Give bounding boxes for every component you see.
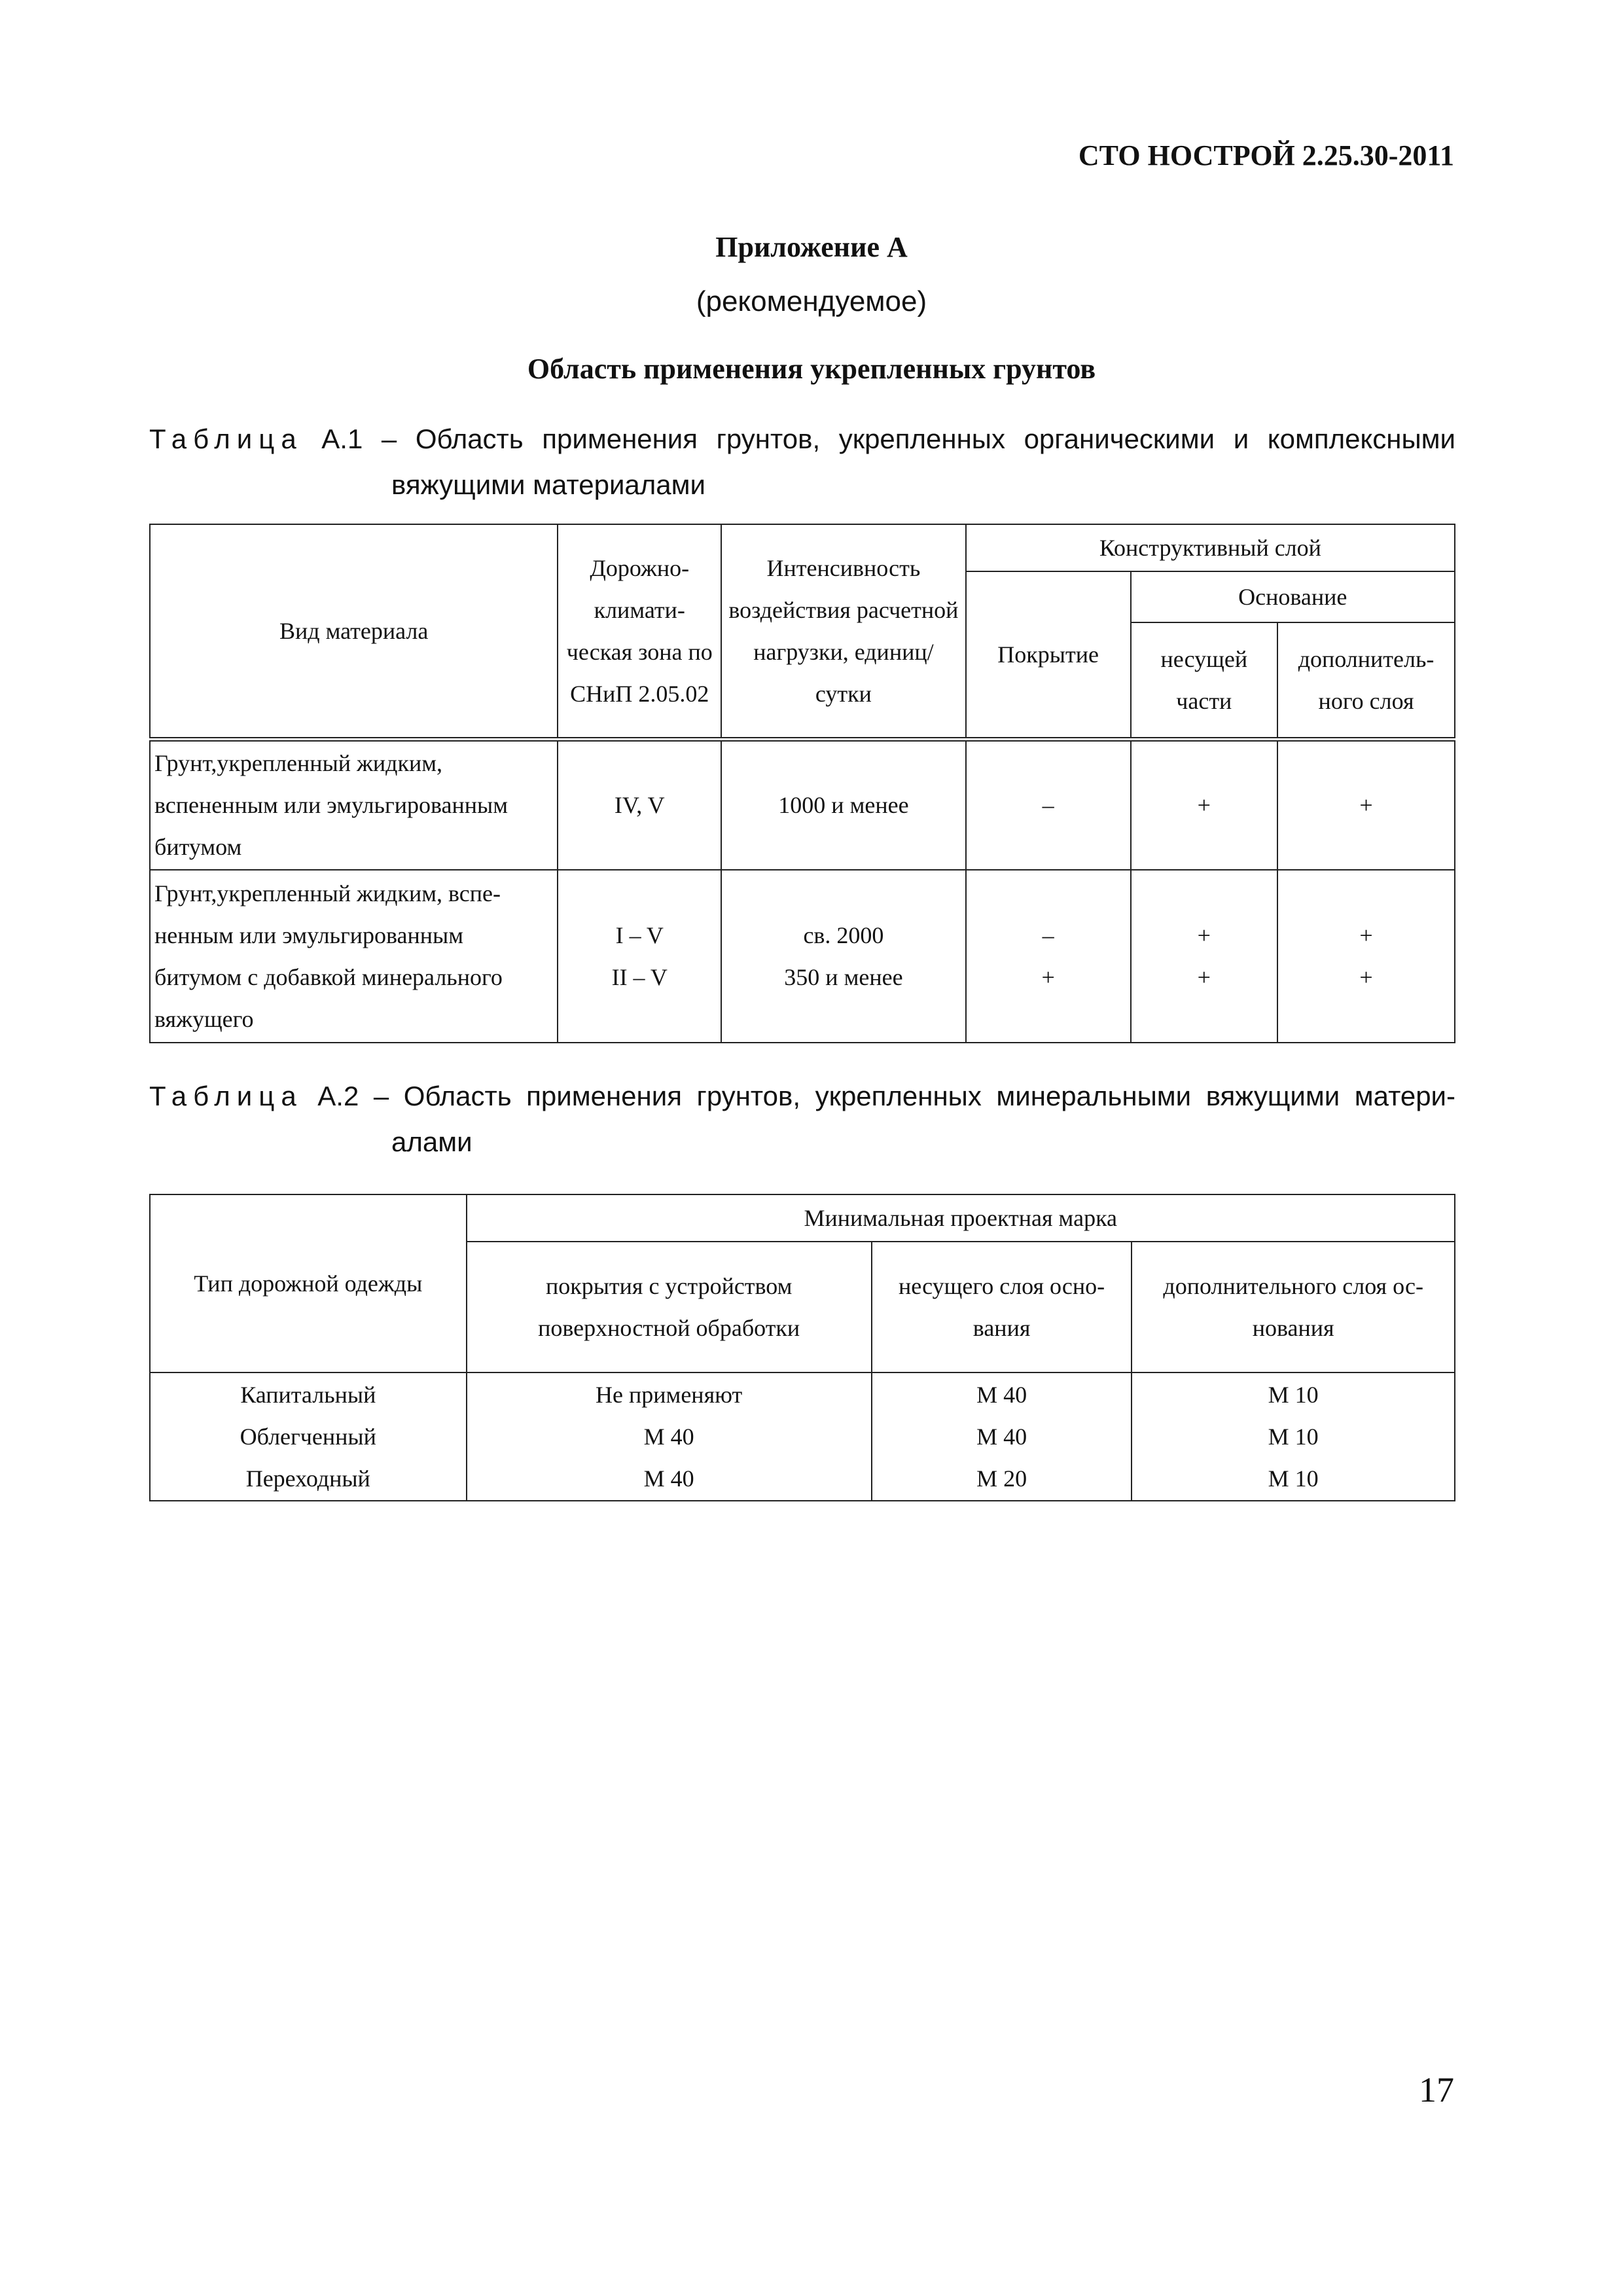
t1-row2-bearing-b: + xyxy=(1197,964,1211,990)
t1-header-material: Вид материала xyxy=(150,524,558,739)
t1-row2-bearing-a: + xyxy=(1197,922,1211,948)
table2-caption-line2: алами xyxy=(391,1126,473,1157)
table1-caption-text: А.1 – Область применения грунтов, укрепленных органическими и комплексными xyxy=(321,423,1455,454)
t1-header-zone: Дорожно-климати-ческая зона по СНиП 2.05.02 xyxy=(558,524,721,739)
t2-col-additional xyxy=(1132,1372,1455,1501)
t1-row2-intensity-a: св. 2000 xyxy=(803,922,884,948)
t2-row2-type: Облегченный xyxy=(240,1424,376,1450)
t2-row1-bearing: М 40 xyxy=(976,1382,1027,1408)
t1-row2-additional xyxy=(1277,870,1455,1043)
t2-header-additional: дополнительного слоя ос-нования xyxy=(1132,1242,1455,1372)
table2-caption xyxy=(149,1073,1455,1165)
t1-row2-intensity xyxy=(721,870,966,1043)
t1-header-base: Основание xyxy=(1131,571,1455,622)
t2-row1-cover: Не применяют xyxy=(596,1382,743,1408)
appendix-title: Приложение А xyxy=(715,231,908,263)
t2-header-type: Тип дорожной одежды xyxy=(150,1194,467,1372)
table-a1 xyxy=(149,524,1455,1043)
t1-row2-zone xyxy=(558,870,721,1043)
t1-header-additional: дополнитель-ного слоя xyxy=(1277,622,1455,739)
t2-header-cover: покрытия с устройством поверхностной обработки xyxy=(467,1242,872,1372)
table2-caption-word: Таблица xyxy=(149,1081,303,1111)
t1-row1-zone: IV, V xyxy=(558,739,721,870)
appendix-status: (рекомендуемое) xyxy=(696,285,927,317)
table1-caption-word: Таблица xyxy=(149,423,303,454)
t2-row3-additional: М 10 xyxy=(1268,1465,1319,1492)
t1-row2-additional-a: + xyxy=(1359,922,1373,948)
t1-row1-intensity: 1000 и менее xyxy=(721,739,966,870)
page-number: 17 xyxy=(1419,2070,1454,2109)
document-header: СТО НОСТРОЙ 2.25.30-2011 xyxy=(1078,139,1454,171)
t2-row1-type: Капитальный xyxy=(240,1382,376,1408)
t2-col-bearing xyxy=(872,1372,1132,1501)
table2-caption-text: А.2 – Область применения грунтов, укрепленных минеральными вяжущими матери- xyxy=(317,1081,1456,1111)
table1-caption xyxy=(149,416,1455,508)
section-title: Область применения укрепленных грунтов xyxy=(527,353,1096,385)
t1-header-cover: Покрытие xyxy=(966,571,1131,739)
table1-caption-line1 xyxy=(149,416,1455,462)
t2-row3-cover: М 40 xyxy=(643,1465,694,1492)
t2-header-min-grade: Минимальная проектная марка xyxy=(467,1194,1455,1242)
t2-header-bearing: несущего слоя осно-вания xyxy=(872,1242,1132,1372)
t1-row2-material: Грунт,укрепленный жидким, вспе-ненным или эмульгированным битумом с добавкой минерального вяжущего xyxy=(150,870,558,1043)
t1-row2-intensity-b: 350 и менее xyxy=(784,964,903,990)
t1-row2-zone-a: I – V xyxy=(615,922,664,948)
table2-caption-line1 xyxy=(149,1073,1455,1119)
t2-row2-cover: М 40 xyxy=(643,1424,694,1450)
t2-row2-additional: М 10 xyxy=(1268,1424,1319,1450)
t1-row2-bearing xyxy=(1131,870,1278,1043)
t1-header-bearing: несущей части xyxy=(1131,622,1278,739)
t2-row2-bearing: М 40 xyxy=(976,1424,1027,1450)
t1-row1-cover: – xyxy=(966,739,1131,870)
t1-row2-cover-a: – xyxy=(1042,922,1054,948)
t2-row3-bearing: М 20 xyxy=(976,1465,1027,1492)
t2-col-type xyxy=(150,1372,467,1501)
t1-row2-zone-b: II – V xyxy=(611,964,668,990)
t2-row3-type: Переходный xyxy=(245,1465,370,1492)
table-a2 xyxy=(149,1194,1455,1501)
t1-row1-material: Грунт,укрепленный жидким, вспененным или эмульгированным битумом xyxy=(150,739,558,870)
table1-caption-line2: вяжущими материалами xyxy=(391,469,705,500)
t1-header-layer: Конструктивный слой xyxy=(966,524,1455,571)
t2-row1-additional: М 10 xyxy=(1268,1382,1319,1408)
t1-row2-cover xyxy=(966,870,1131,1043)
t1-header-intensity: Интенсивность воздействия расчетной нагрузки, единиц/сутки xyxy=(721,524,966,739)
t1-row2-additional-b: + xyxy=(1359,964,1373,990)
t1-row1-bearing: + xyxy=(1131,739,1278,870)
t1-row2-cover-b: + xyxy=(1041,964,1055,990)
t1-row1-additional: + xyxy=(1277,739,1455,870)
t2-col-cover xyxy=(467,1372,872,1501)
